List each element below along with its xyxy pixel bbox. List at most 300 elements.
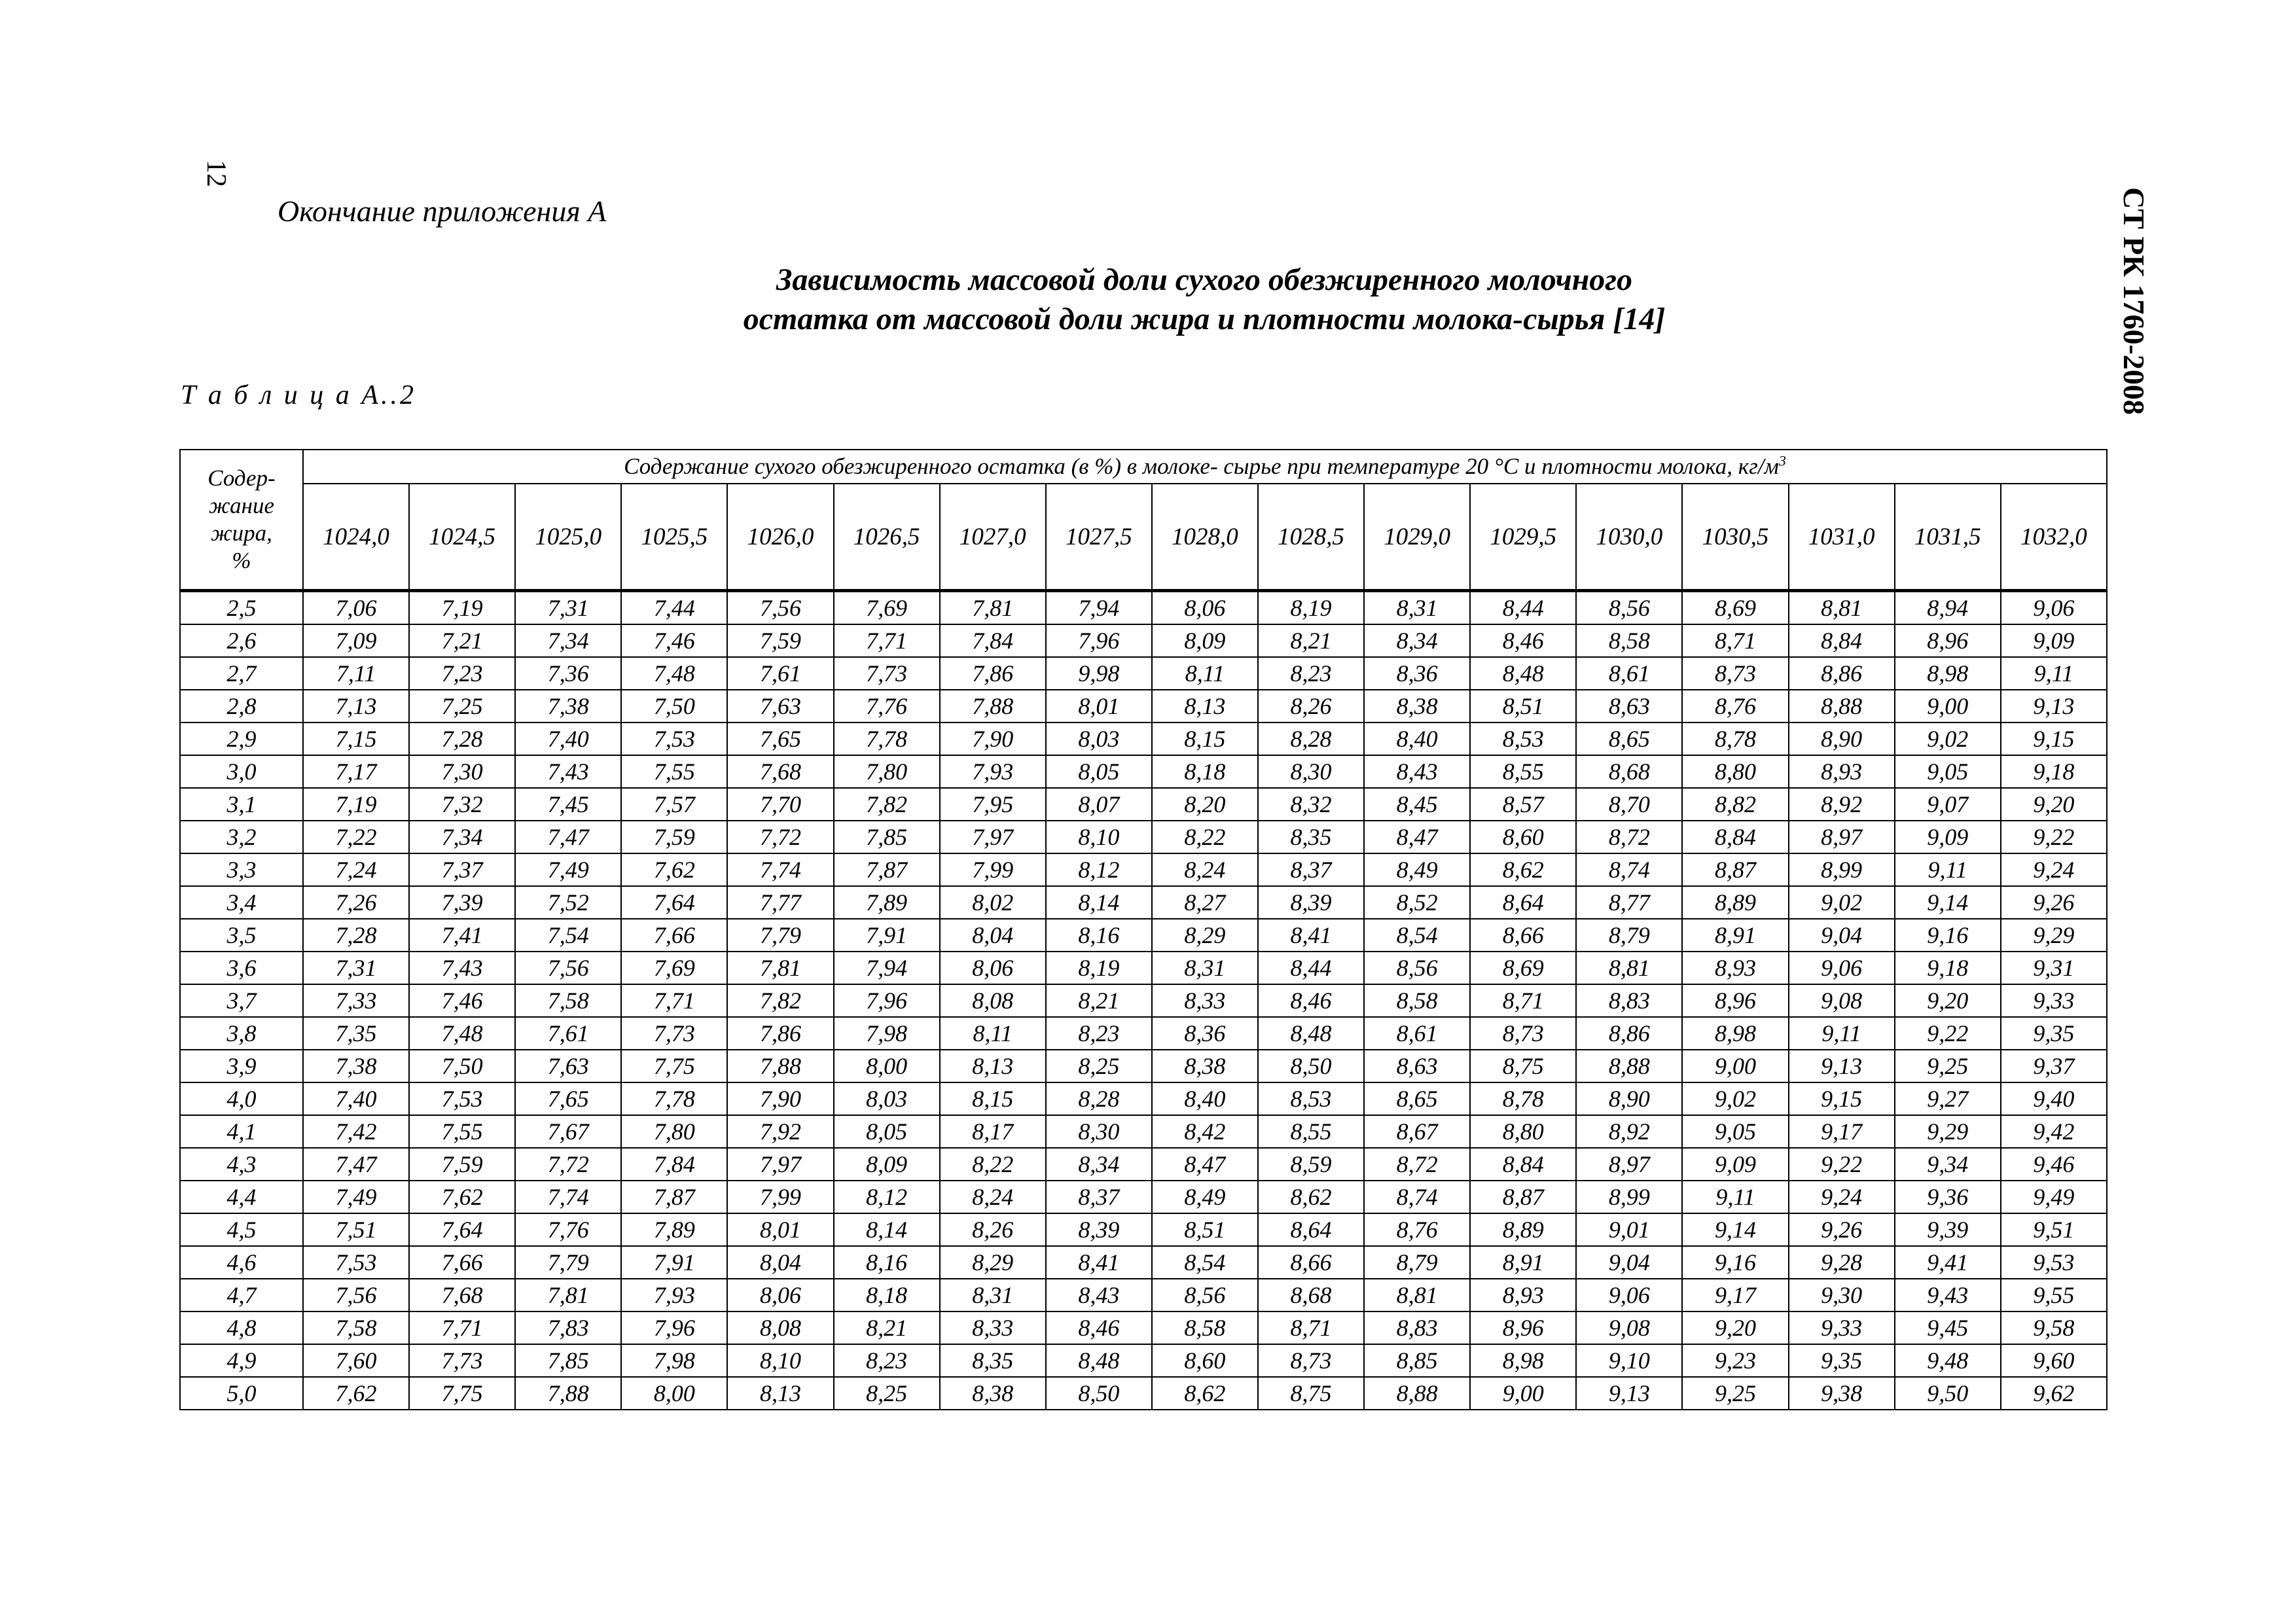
solids-value-cell: 7,89 <box>621 1213 727 1246</box>
solids-value-cell: 8,71 <box>1258 1311 1364 1344</box>
table-row <box>180 1377 2107 1410</box>
solids-value-cell: 8,38 <box>940 1377 1046 1410</box>
solids-value-cell: 8,60 <box>1470 821 1576 853</box>
solids-value-cell: 7,81 <box>940 591 1046 625</box>
solids-value-cell: 9,48 <box>1895 1344 2001 1377</box>
solids-value-cell: 9,46 <box>2001 1148 2107 1181</box>
solids-value-cell: 8,54 <box>1364 919 1470 952</box>
solids-value-cell: 8,80 <box>1470 1115 1576 1148</box>
solids-value-cell: 9,43 <box>1895 1279 2001 1311</box>
solids-value-cell: 8,73 <box>1682 657 1788 690</box>
solids-value-cell: 8,84 <box>1682 821 1788 853</box>
solids-value-cell: 9,06 <box>1576 1279 1682 1311</box>
solids-value-cell: 7,84 <box>621 1148 727 1181</box>
solids-value-cell: 9,07 <box>1895 788 2001 821</box>
solids-value-cell: 8,84 <box>1789 624 1895 657</box>
solids-value-cell: 7,60 <box>303 1344 409 1377</box>
solids-value-cell: 8,80 <box>1682 755 1788 788</box>
table-row <box>180 821 2107 853</box>
solids-value-cell: 7,64 <box>621 886 727 919</box>
solids-value-cell: 8,60 <box>1152 1344 1258 1377</box>
solids-value-cell: 7,63 <box>727 690 833 722</box>
solids-value-cell: 9,00 <box>1682 1050 1788 1082</box>
solids-value-cell: 7,09 <box>303 624 409 657</box>
solids-value-cell: 7,28 <box>303 919 409 952</box>
solids-value-cell: 7,99 <box>940 853 1046 886</box>
solids-value-cell: 8,70 <box>1576 788 1682 821</box>
solids-value-cell: 8,93 <box>1789 755 1895 788</box>
solids-value-cell: 7,38 <box>515 690 621 722</box>
solids-value-cell: 8,00 <box>621 1377 727 1410</box>
solids-value-cell: 7,96 <box>834 984 940 1017</box>
appendix-continuation-heading: Окончание приложения А <box>278 194 607 228</box>
solids-value-cell: 7,91 <box>834 919 940 952</box>
solids-value-cell: 9,06 <box>1789 952 1895 984</box>
solids-value-cell: 8,50 <box>1258 1050 1364 1082</box>
solids-value-cell: 9,35 <box>1789 1344 1895 1377</box>
solids-value-cell: 7,85 <box>515 1344 621 1377</box>
solids-value-cell: 7,63 <box>515 1050 621 1082</box>
solids-value-cell: 7,83 <box>515 1311 621 1344</box>
solids-value-cell: 7,61 <box>515 1017 621 1050</box>
solids-value-cell: 7,75 <box>621 1050 727 1082</box>
solids-value-cell: 9,34 <box>1895 1148 2001 1181</box>
fat-value-cell: 3,1 <box>180 788 303 821</box>
density-header-cell: 1026,0 <box>727 484 833 591</box>
solids-value-cell: 9,58 <box>2001 1311 2107 1344</box>
solids-value-cell: 7,80 <box>621 1115 727 1148</box>
solids-value-cell: 8,39 <box>1258 886 1364 919</box>
solids-value-cell: 7,88 <box>515 1377 621 1410</box>
fat-value-cell: 3,8 <box>180 1017 303 1050</box>
solids-value-cell: 8,99 <box>1576 1181 1682 1213</box>
solids-value-cell: 9,02 <box>1682 1082 1788 1115</box>
solids-value-cell: 7,57 <box>621 788 727 821</box>
solids-value-cell: 7,56 <box>515 952 621 984</box>
solids-value-cell: 8,34 <box>1364 624 1470 657</box>
solids-value-cell: 7,96 <box>621 1311 727 1344</box>
table-body <box>180 591 2107 1410</box>
solids-value-cell: 9,09 <box>1895 821 2001 853</box>
solids-value-cell: 9,30 <box>1789 1279 1895 1311</box>
solids-value-cell: 8,91 <box>1470 1246 1576 1279</box>
solids-value-cell: 8,92 <box>1576 1115 1682 1148</box>
solids-value-cell: 8,79 <box>1364 1246 1470 1279</box>
solids-value-cell: 7,15 <box>303 722 409 755</box>
solids-value-cell: 7,87 <box>621 1181 727 1213</box>
solids-value-cell: 7,65 <box>515 1082 621 1115</box>
fat-header-line: жира, <box>211 520 272 546</box>
solids-value-cell: 8,79 <box>1576 919 1682 952</box>
solids-value-cell: 7,37 <box>409 853 515 886</box>
solids-value-cell: 8,56 <box>1152 1279 1258 1311</box>
density-header-cell: 1030,0 <box>1576 484 1682 591</box>
solids-value-cell: 8,26 <box>1258 690 1364 722</box>
solids-value-cell: 9,22 <box>2001 821 2107 853</box>
solids-value-cell: 8,92 <box>1789 788 1895 821</box>
solids-value-cell: 8,56 <box>1576 591 1682 625</box>
fat-header-line: Содер- <box>207 465 276 491</box>
solids-value-cell: 8,09 <box>834 1148 940 1181</box>
solids-value-cell: 8,66 <box>1258 1246 1364 1279</box>
solids-value-cell: 8,33 <box>940 1311 1046 1344</box>
solids-value-cell: 8,06 <box>940 952 1046 984</box>
solids-value-cell: 7,36 <box>515 657 621 690</box>
solids-value-cell: 9,29 <box>1895 1115 2001 1148</box>
table-title-line-2: остатка от массовой доли жира и плотности молока-сырья [14] <box>743 302 1666 336</box>
solids-value-cell: 9,40 <box>2001 1082 2107 1115</box>
solids-value-cell: 9,37 <box>2001 1050 2107 1082</box>
fat-value-cell: 2,6 <box>180 624 303 657</box>
solids-value-cell: 9,20 <box>1895 984 2001 1017</box>
fat-value-cell: 2,5 <box>180 591 303 625</box>
solids-value-cell: 7,85 <box>834 821 940 853</box>
solids-value-cell: 7,93 <box>621 1279 727 1311</box>
table-row <box>180 788 2107 821</box>
solids-value-cell: 9,11 <box>1682 1181 1788 1213</box>
table-row <box>180 1344 2107 1377</box>
solids-value-cell: 7,62 <box>621 853 727 886</box>
solids-value-cell: 8,83 <box>1364 1311 1470 1344</box>
solids-value-cell: 7,35 <box>303 1017 409 1050</box>
solids-value-cell: 8,31 <box>940 1279 1046 1311</box>
solids-value-cell: 7,38 <box>303 1050 409 1082</box>
solids-value-cell: 8,65 <box>1576 722 1682 755</box>
solids-value-cell: 8,98 <box>1895 657 2001 690</box>
solids-value-cell: 8,71 <box>1470 984 1576 1017</box>
solids-value-cell: 7,62 <box>303 1377 409 1410</box>
solids-value-cell: 8,30 <box>1046 1115 1152 1148</box>
solids-value-cell: 7,19 <box>409 591 515 625</box>
fat-value-cell: 4,3 <box>180 1148 303 1181</box>
solids-value-cell: 8,50 <box>1046 1377 1152 1410</box>
solids-value-cell: 9,53 <box>2001 1246 2107 1279</box>
solids-value-cell: 8,44 <box>1258 952 1364 984</box>
solids-value-cell: 8,68 <box>1576 755 1682 788</box>
solids-value-cell: 8,93 <box>1682 952 1788 984</box>
solids-value-cell: 8,27 <box>1152 886 1258 919</box>
solids-value-cell: 8,13 <box>727 1377 833 1410</box>
solids-value-cell: 8,35 <box>940 1344 1046 1377</box>
solids-value-cell: 7,46 <box>621 624 727 657</box>
fat-value-cell: 3,9 <box>180 1050 303 1082</box>
solids-value-cell: 8,04 <box>727 1246 833 1279</box>
solids-value-cell: 8,45 <box>1364 788 1470 821</box>
solids-value-cell: 8,55 <box>1258 1115 1364 1148</box>
solids-value-cell: 7,97 <box>940 821 1046 853</box>
table-row <box>180 1181 2107 1213</box>
solids-value-cell: 8,99 <box>1789 853 1895 886</box>
solids-value-cell: 7,98 <box>621 1344 727 1377</box>
solids-value-cell: 7,74 <box>515 1181 621 1213</box>
solids-value-cell: 9,17 <box>1682 1279 1788 1311</box>
solids-value-cell: 8,91 <box>1682 919 1788 952</box>
solids-value-cell: 8,02 <box>940 886 1046 919</box>
solids-value-cell: 7,31 <box>303 952 409 984</box>
solids-value-cell: 8,59 <box>1258 1148 1364 1181</box>
solids-value-cell: 8,22 <box>1152 821 1258 853</box>
table-row <box>180 657 2107 690</box>
solids-value-cell: 7,93 <box>940 755 1046 788</box>
solids-value-cell: 7,88 <box>727 1050 833 1082</box>
solids-value-cell: 8,81 <box>1576 952 1682 984</box>
solids-value-cell: 9,35 <box>2001 1017 2107 1050</box>
solids-value-cell: 7,92 <box>727 1115 833 1148</box>
page-number: 12 <box>201 160 231 187</box>
solids-value-cell: 9,13 <box>2001 690 2107 722</box>
solids-value-cell: 9,08 <box>1789 984 1895 1017</box>
solids-value-cell: 8,28 <box>1258 722 1364 755</box>
solids-value-cell: 7,24 <box>303 853 409 886</box>
solids-value-cell: 7,94 <box>1046 591 1152 625</box>
solids-value-cell: 7,58 <box>515 984 621 1017</box>
solids-value-cell: 7,76 <box>515 1213 621 1246</box>
fat-value-cell: 3,5 <box>180 919 303 952</box>
density-header-cell: 1024,0 <box>303 484 409 591</box>
solids-value-cell: 8,85 <box>1364 1344 1470 1377</box>
fat-header-line: % <box>232 548 251 573</box>
solids-value-cell: 8,72 <box>1576 821 1682 853</box>
solids-value-cell: 7,96 <box>1046 624 1152 657</box>
solids-value-cell: 8,63 <box>1364 1050 1470 1082</box>
solids-value-cell: 8,31 <box>1364 591 1470 625</box>
solids-value-cell: 9,38 <box>1789 1377 1895 1410</box>
solids-value-cell: 8,75 <box>1258 1377 1364 1410</box>
solids-value-cell: 8,39 <box>1046 1213 1152 1246</box>
solids-value-cell: 8,87 <box>1470 1181 1576 1213</box>
solids-value-cell: 8,32 <box>1258 788 1364 821</box>
solids-value-cell: 8,41 <box>1258 919 1364 952</box>
solids-value-cell: 8,10 <box>1046 821 1152 853</box>
solids-value-cell: 7,78 <box>834 722 940 755</box>
solids-value-cell: 8,24 <box>940 1181 1046 1213</box>
solids-value-cell: 7,25 <box>409 690 515 722</box>
solids-value-cell: 9,33 <box>1789 1311 1895 1344</box>
solids-value-cell: 9,55 <box>2001 1279 2107 1311</box>
solids-value-cell: 8,40 <box>1364 722 1470 755</box>
solids-value-cell: 8,61 <box>1576 657 1682 690</box>
solids-value-cell: 7,51 <box>303 1213 409 1246</box>
solids-value-cell: 7,70 <box>727 788 833 821</box>
solids-value-cell: 7,86 <box>727 1017 833 1050</box>
solids-value-cell: 9,41 <box>1895 1246 2001 1279</box>
solids-value-cell: 8,12 <box>1046 853 1152 886</box>
solids-value-cell: 7,39 <box>409 886 515 919</box>
solids-value-cell: 8,64 <box>1258 1213 1364 1246</box>
solids-value-cell: 7,47 <box>515 821 621 853</box>
solids-value-cell: 8,74 <box>1364 1181 1470 1213</box>
solids-value-cell: 8,76 <box>1682 690 1788 722</box>
solids-value-cell: 7,26 <box>303 886 409 919</box>
solids-value-cell: 8,90 <box>1789 722 1895 755</box>
solids-value-cell: 8,86 <box>1789 657 1895 690</box>
solids-value-cell: 9,11 <box>1895 853 2001 886</box>
solids-value-cell: 8,40 <box>1152 1082 1258 1115</box>
solids-value-cell: 7,50 <box>409 1050 515 1082</box>
solids-value-cell: 8,41 <box>1046 1246 1152 1279</box>
table-row <box>180 1017 2107 1050</box>
solids-value-cell: 7,11 <box>303 657 409 690</box>
solids-value-cell: 9,62 <box>2001 1377 2107 1410</box>
solids-value-cell: 8,13 <box>1152 690 1258 722</box>
solids-value-cell: 7,74 <box>727 853 833 886</box>
solids-value-cell: 9,25 <box>1895 1050 2001 1082</box>
solids-value-cell: 7,97 <box>727 1148 833 1181</box>
solids-value-cell: 8,51 <box>1152 1213 1258 1246</box>
solids-value-cell: 8,20 <box>1152 788 1258 821</box>
solids-value-cell: 8,24 <box>1152 853 1258 886</box>
data-table <box>179 449 2108 1410</box>
solids-value-cell: 8,46 <box>1470 624 1576 657</box>
solids-value-cell: 8,83 <box>1576 984 1682 1017</box>
fat-value-cell: 3,2 <box>180 821 303 853</box>
solids-value-cell: 7,61 <box>727 657 833 690</box>
solids-value-cell: 8,11 <box>1152 657 1258 690</box>
solids-value-cell: 8,98 <box>1682 1017 1788 1050</box>
solids-value-cell: 8,18 <box>1152 755 1258 788</box>
table-title <box>589 260 1820 339</box>
solids-value-cell: 8,22 <box>940 1148 1046 1181</box>
solids-value-cell: 7,72 <box>727 821 833 853</box>
solids-value-cell: 7,40 <box>515 722 621 755</box>
solids-value-cell: 9,27 <box>1895 1082 2001 1115</box>
solids-value-cell: 8,88 <box>1364 1377 1470 1410</box>
density-header-cell: 1032,0 <box>2001 484 2107 591</box>
solids-value-cell: 8,54 <box>1152 1246 1258 1279</box>
density-header-cell: 1028,5 <box>1258 484 1364 591</box>
solids-value-cell: 8,48 <box>1470 657 1576 690</box>
solids-value-cell: 7,50 <box>621 690 727 722</box>
solids-value-cell: 8,77 <box>1576 886 1682 919</box>
solids-value-cell: 7,84 <box>940 624 1046 657</box>
solids-value-cell: 9,31 <box>2001 952 2107 984</box>
solids-value-cell: 8,48 <box>1258 1017 1364 1050</box>
solids-value-cell: 9,11 <box>2001 657 2107 690</box>
density-header-cell: 1029,0 <box>1364 484 1470 591</box>
table-row <box>180 591 2107 625</box>
solids-value-cell: 8,53 <box>1470 722 1576 755</box>
solids-value-cell: 8,14 <box>834 1213 940 1246</box>
solids-value-cell: 9,49 <box>2001 1181 2107 1213</box>
solids-value-cell: 8,01 <box>727 1213 833 1246</box>
solids-value-cell: 7,98 <box>834 1017 940 1050</box>
density-header-cell: 1028,0 <box>1152 484 1258 591</box>
solids-value-cell: 7,47 <box>303 1148 409 1181</box>
solids-value-cell: 7,40 <box>303 1082 409 1115</box>
solids-value-cell: 8,23 <box>834 1344 940 1377</box>
fat-value-cell: 4,0 <box>180 1082 303 1115</box>
table-row <box>180 1115 2107 1148</box>
solids-value-cell: 7,28 <box>409 722 515 755</box>
solids-value-cell: 8,97 <box>1576 1148 1682 1181</box>
solids-value-cell: 8,30 <box>1258 755 1364 788</box>
solids-value-cell: 7,67 <box>515 1115 621 1148</box>
solids-value-cell: 7,86 <box>940 657 1046 690</box>
solids-value-cell: 9,36 <box>1895 1181 2001 1213</box>
solids-value-cell: 9,16 <box>1682 1246 1788 1279</box>
solids-value-cell: 8,75 <box>1470 1050 1576 1082</box>
solids-value-cell: 7,41 <box>409 919 515 952</box>
solids-value-cell: 8,49 <box>1152 1181 1258 1213</box>
solids-value-cell: 8,14 <box>1046 886 1152 919</box>
fat-value-cell: 3,0 <box>180 755 303 788</box>
fat-content-header <box>180 450 303 591</box>
solids-value-cell: 7,71 <box>834 624 940 657</box>
solids-value-cell: 9,25 <box>1682 1377 1788 1410</box>
solids-value-cell: 7,71 <box>621 984 727 1017</box>
solids-value-cell: 8,23 <box>1258 657 1364 690</box>
solids-value-cell: 7,77 <box>727 886 833 919</box>
solids-value-cell: 8,78 <box>1470 1082 1576 1115</box>
solids-value-cell: 8,55 <box>1470 755 1576 788</box>
solids-value-cell: 7,06 <box>303 591 409 625</box>
standard-code: СТ РК 1760-2008 <box>2117 187 2151 415</box>
fat-value-cell: 3,4 <box>180 886 303 919</box>
solids-group-header <box>303 450 2107 484</box>
solids-value-cell: 8,62 <box>1470 853 1576 886</box>
solids-value-cell: 7,68 <box>727 755 833 788</box>
solids-value-cell: 9,13 <box>1576 1377 1682 1410</box>
solids-value-cell: 8,64 <box>1470 886 1576 919</box>
fat-value-cell: 4,1 <box>180 1115 303 1148</box>
solids-value-cell: 8,96 <box>1895 624 2001 657</box>
solids-value-cell: 9,08 <box>1576 1311 1682 1344</box>
solids-value-cell: 7,33 <box>303 984 409 1017</box>
solids-value-cell: 8,12 <box>834 1181 940 1213</box>
table-row <box>180 853 2107 886</box>
solids-value-cell: 7,75 <box>409 1377 515 1410</box>
solids-value-cell: 8,93 <box>1470 1279 1576 1311</box>
solids-value-cell: 8,38 <box>1152 1050 1258 1082</box>
solids-value-cell: 9,15 <box>2001 722 2107 755</box>
density-header-cell: 1024,5 <box>409 484 515 591</box>
solids-value-cell: 8,51 <box>1470 690 1576 722</box>
solids-value-cell: 8,33 <box>1152 984 1258 1017</box>
solids-value-cell: 8,89 <box>1682 886 1788 919</box>
solids-value-cell: 8,63 <box>1576 690 1682 722</box>
fat-value-cell: 3,3 <box>180 853 303 886</box>
solids-value-cell: 8,13 <box>940 1050 1046 1082</box>
solids-value-cell: 8,76 <box>1364 1213 1470 1246</box>
solids-value-cell: 9,02 <box>1789 886 1895 919</box>
density-header-cell: 1031,0 <box>1789 484 1895 591</box>
solids-value-cell: 7,81 <box>515 1279 621 1311</box>
solids-value-cell: 7,62 <box>409 1181 515 1213</box>
solids-value-cell: 7,66 <box>409 1246 515 1279</box>
solids-value-cell: 7,81 <box>727 952 833 984</box>
solids-value-cell: 8,18 <box>834 1279 940 1311</box>
fat-value-cell: 3,7 <box>180 984 303 1017</box>
solids-value-cell: 7,87 <box>834 853 940 886</box>
solids-value-cell: 8,67 <box>1364 1115 1470 1148</box>
solids-value-cell: 7,34 <box>409 821 515 853</box>
solids-group-header-text: Содержание сухого обезжиренного остатка (в %) в молоке- сырье при температуре 20 °С и плотности молока, кг/м <box>624 454 1779 479</box>
solids-value-cell: 8,74 <box>1576 853 1682 886</box>
fat-header-line: жание <box>209 493 274 518</box>
table-row <box>180 1050 2107 1082</box>
solids-value-cell: 8,69 <box>1470 952 1576 984</box>
solids-value-cell: 8,26 <box>940 1213 1046 1246</box>
solids-value-cell: 7,30 <box>409 755 515 788</box>
table-row <box>180 624 2107 657</box>
density-header-cell: 1025,0 <box>515 484 621 591</box>
solids-value-cell: 9,45 <box>1895 1311 2001 1344</box>
solids-value-cell: 9,01 <box>1576 1213 1682 1246</box>
fat-value-cell: 4,7 <box>180 1279 303 1311</box>
solids-value-cell: 8,19 <box>1046 952 1152 984</box>
table-title-line-1: Зависимость массовой доли сухого обезжиренного молочного <box>776 262 1633 297</box>
solids-value-cell: 8,37 <box>1258 853 1364 886</box>
